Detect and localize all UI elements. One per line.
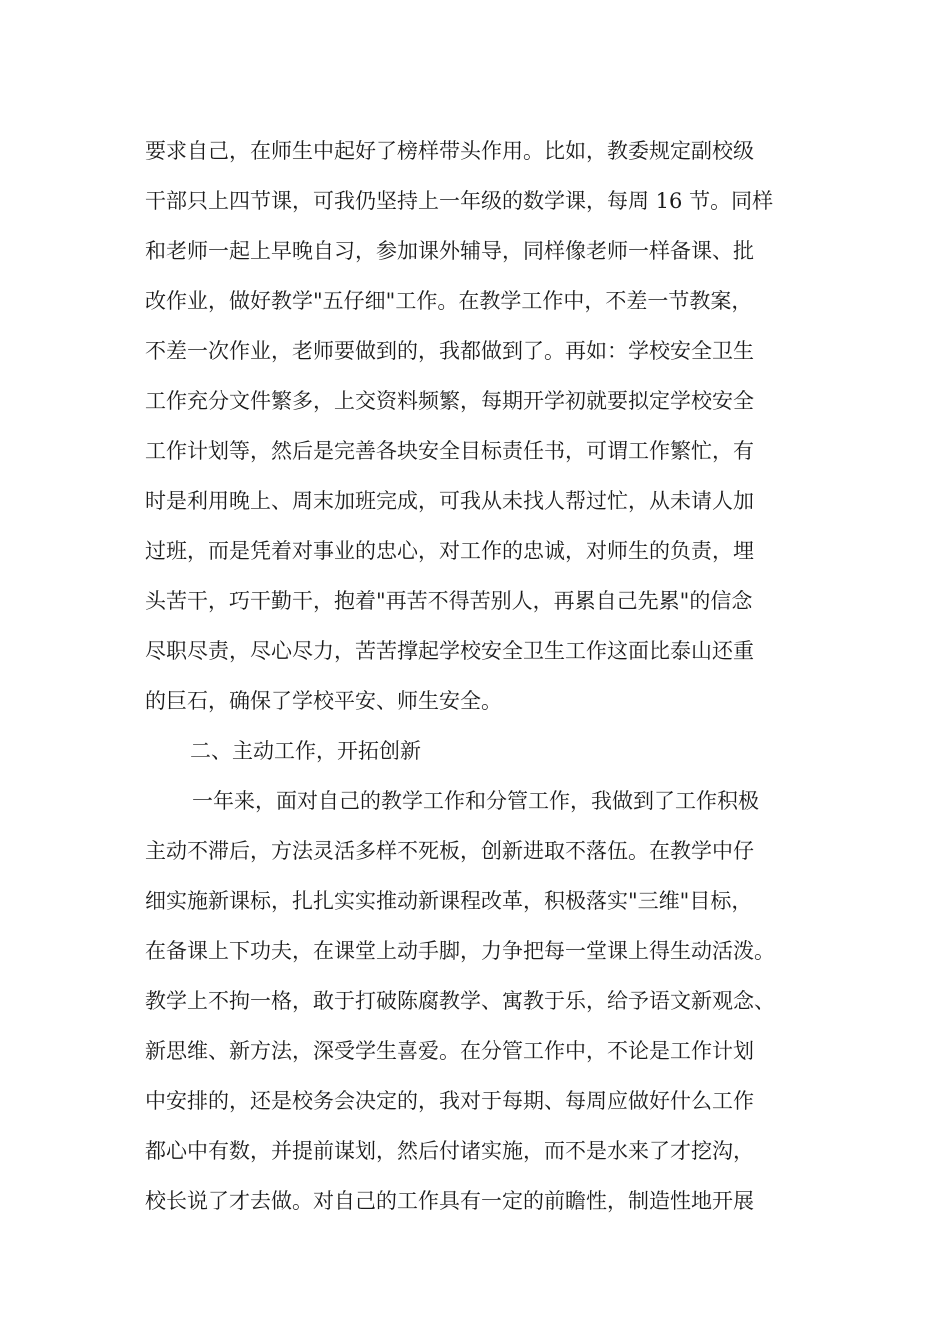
- body-text-line: 工作计划等，然后是完善各块安全目标责任书，可谓工作繁忙，有: [145, 439, 754, 463]
- body-text-line: 头苦干，巧干勤干，抱着"再苦不得苦别人，再累自己先累"的信念: [145, 589, 753, 613]
- body-text-line: 干部只上四节课，可我仍坚持上一年级的数学课，每周 16 节。同样: [145, 189, 774, 213]
- body-text-line: 尽职尽责，尽心尽力，苦苦撑起学校安全卫生工作这面比泰山还重: [145, 639, 754, 663]
- body-text-line: 细实施新课标，扎扎实实推动新课程改革，积极落实"三维"目标，: [145, 889, 753, 913]
- body-text-line: 改作业，做好教学"五仔细"工作。在教学工作中，不差一节教案，: [145, 289, 753, 313]
- body-text-line: 要求自己，在师生中起好了榜样带头作用。比如，教委规定副校级: [145, 139, 754, 163]
- body-text-line: 的巨石，确保了学校平安、师生安全。: [145, 689, 502, 713]
- body-text-line: 新思维、新方法，深受学生喜爱。在分管工作中，不论是工作计划: [145, 1039, 754, 1063]
- body-text-line: 在备课上下功夫，在课堂上动手脚，力争把每一堂课上得生动活泼。: [145, 939, 775, 963]
- body-text-line: 都心中有数，并提前谋划，然后付诸实施，而不是水来了才挖沟，: [145, 1139, 754, 1163]
- body-text-line: 工作充分文件繁多，上交资料频繁，每期开学初就要拟定学校安全: [145, 389, 754, 413]
- body-text-line: 不差一次作业，老师要做到的，我都做到了。再如：学校安全卫生: [145, 339, 754, 363]
- body-text-line: 过班，而是凭着对事业的忠心，对工作的忠诚，对师生的负责，埋: [145, 539, 754, 563]
- body-text-line: 主动不滞后，方法灵活多样不死板，创新进取不落伍。在教学中仔: [145, 839, 754, 863]
- body-text-line: 时是利用晚上、周末加班完成，可我从未找人帮过忙，从未请人加: [145, 489, 754, 513]
- body-text-line: 教学上不拘一格，敢于打破陈腐教学、寓教于乐，给予语文新观念、: [145, 989, 775, 1013]
- body-text-line: 校长说了才去做。对自己的工作具有一定的前瞻性，制造性地开展: [145, 1189, 754, 1213]
- body-text-line: 和老师一起上早晚自习，参加课外辅导，同样像老师一样备课、批: [145, 239, 754, 263]
- body-text-line: 一年来，面对自己的教学工作和分管工作，我做到了工作积极: [192, 789, 759, 813]
- section-heading: 二、主动工作，开拓创新: [190, 739, 421, 763]
- body-text-line: 中安排的，还是校务会决定的，我对于每期、每周应做好什么工作: [145, 1089, 754, 1113]
